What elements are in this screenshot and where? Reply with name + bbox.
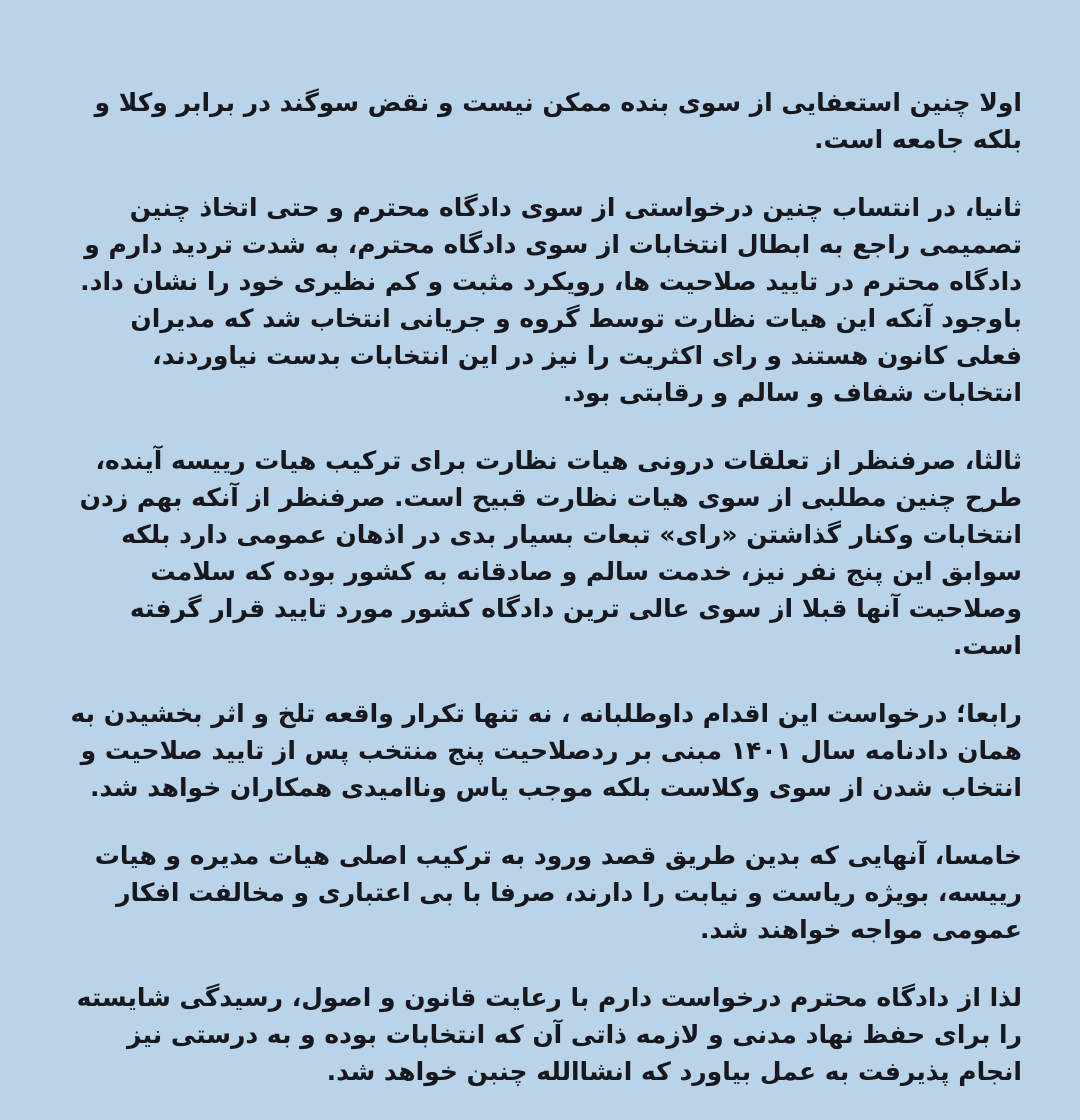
paragraph-first-point: اولا چنین استعفایی از سوی بنده ممکن نیست و نقض سوگند در برابر وکلا و بلکه جامعه است. — [94, 88, 1022, 154]
paragraph-closing-request: لذا از دادگاه محترم درخواست دارم با رعایت قانون و اصول، رسیدگی شایسته را برای حفظ نهاد مدنی و لازمه ذاتی آن که انتخابات بوده و به درستی نیز انجام پذیرفت به عمل بیاورد که انشاالله چنبن خواهد شد. — [76, 983, 1022, 1086]
paragraph-second-point: ثانیا، در انتساب چنین درخواستی از سوی دادگاه محترم و حتی اتخاذ چنین تصمیمی راجع به ابطال انتخابات از سوی دادگاه محترم، به شدت تردید دارم و دادگاه محترم در تایید صلاحیت ها، رویکرد مثبت و کم نظیری خود را نشان داد. باوجود آنکه این هیات نظارت توسط گروه و جریانی انتخاب شد که مدیران فعلی کانون هستند و رای اکثریت را نیز در این انتخابات بدست نیاوردند، انتخابات شفاف و سالم و رقابتی بود. — [80, 193, 1022, 407]
paragraph-fifth-point: خامسا، آنهایی که بدین طریق قصد ورود به ترکیب اصلی هیات مدیره و هیات رییسه، بویژه ریاست و نیابت را دارند، صرفا با بی اعتباری و مخالفت افکار عمومی مواجه خواهند شد. — [94, 841, 1022, 944]
paragraph-fourth-point: رابعا؛ درخواست این اقدام داوطلبانه ، نه تنها تکرار واقعه تلخ و اثر بخشیدن به همان دادنامه سال ۱۴۰۱ مبنی بر ردصلاحیت پنج منتخب پس از تایید صلاحیت و انتخاب شدن از سوی وکلاست بلکه موجب یاس وناامیدی همکاران خواهد شد. — [70, 699, 1022, 802]
paragraph-third-point: ثالثا، صرفنظر از تعلقات درونی هیات نظارت برای ترکیب هیات رییسه آینده، طرح چنین مطلبی از سوی هیات نظارت قبیح است. صرفنظر از آنکه بهم زدن انتخابات وکنار گذاشتن «رای» تبعات بسیار بدی در اذهان عمومی دارد بلکه سوابق این پنج نفر نیز، خدمت سالم و صادقانه به کشور بوده که سلامت وصلاحیت آنها قبلا از سوی عالی ترین دادگاه کشور مورد تایید قرار گرفته است. — [79, 446, 1022, 660]
